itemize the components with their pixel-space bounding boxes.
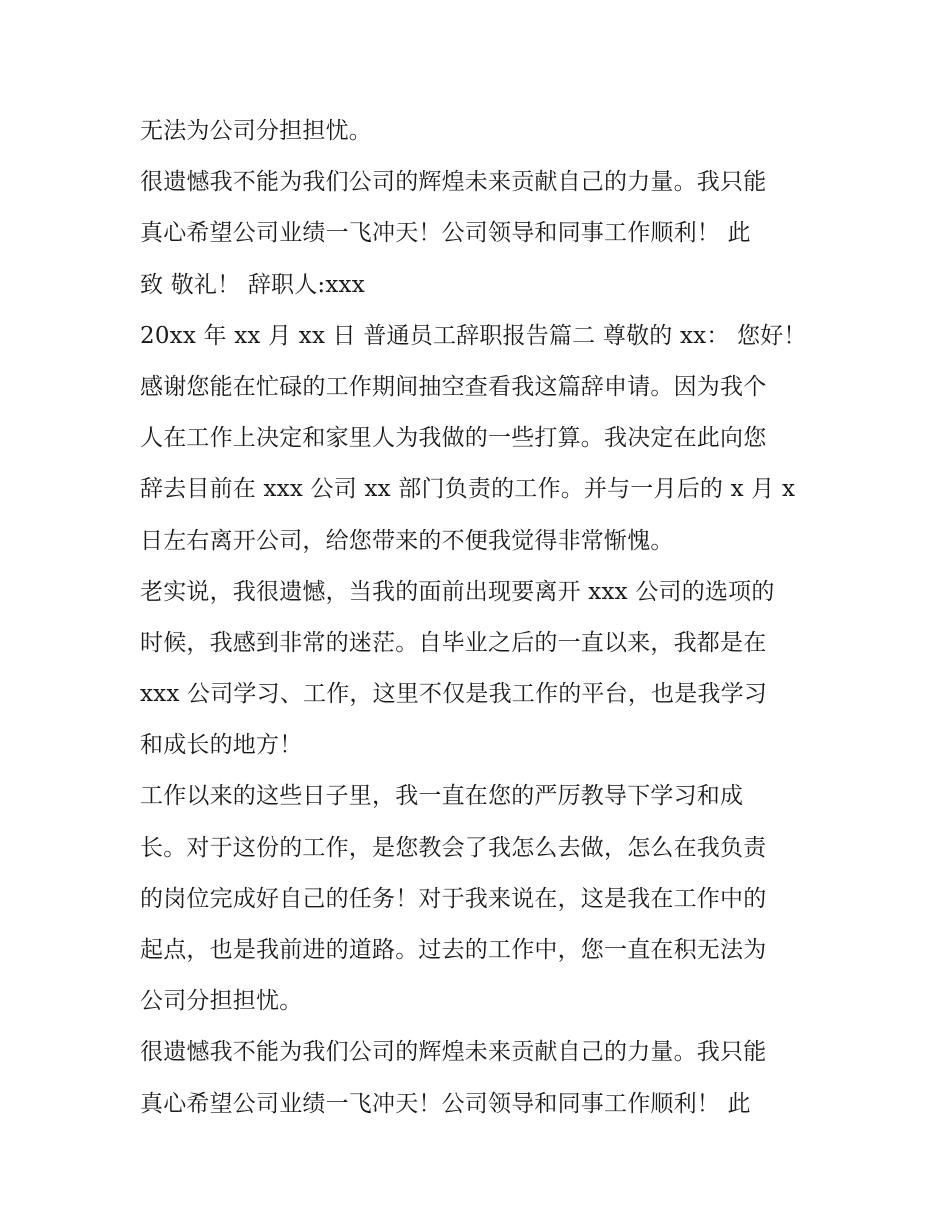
text-line: 的岗位完成好自己的任务！对于我来说在，这是我在工作中的 — [140, 885, 767, 912]
text-line: 日左右离开公司，给您带来的不便我觉得非常惭愧。 — [140, 527, 674, 554]
document-body — [140, 106, 820, 1130]
text-line: 长。对于这份的工作，是您教会了我怎么去做，怎么在我负责 — [140, 834, 767, 861]
text-line: 很遗憾我不能为我们公司的辉煌未来贡献自己的力量。我只能 — [140, 169, 767, 196]
text-line: 辞去目前在 xxx 公司 xx 部门负责的工作。并与一月后的 x 月 x — [140, 476, 796, 503]
text-line: 感谢您能在忙碌的工作期间抽空查看我这篇辞申请。因为我个 — [140, 373, 767, 400]
text-line: 和成长的地方！ — [140, 732, 303, 759]
text-line: 很遗憾我不能为我们公司的辉煌未来贡献自己的力量。我只能 — [140, 1039, 767, 1066]
text-line: 人在工作上决定和家里人为我做的一些打算。我决定在此向您 — [140, 425, 767, 452]
text-line: 无法为公司分担担忧。 — [140, 118, 372, 144]
text-line: 时候，我感到非常的迷茫。自毕业之后的一直以来，我都是在 — [140, 629, 767, 656]
text-line: 起点，也是我前进的道路。过去的工作中，您一直在积无法为 — [140, 937, 767, 963]
text-line: 公司分担担忧。 — [140, 988, 303, 1015]
text-line: 工作以来的这些日子里，我一直在您的严厉教导下学习和成 — [140, 783, 744, 810]
text-line: 老实说，我很遗憾，当我的面前出现要离开 xxx 公司的选项的 — [140, 578, 775, 605]
text-line: 真心希望公司业绩一飞冲天！公司领导和同事工作顺利！ 此 — [140, 220, 751, 247]
text-line: 真心希望公司业绩一飞冲天！公司领导和同事工作顺利！ 此 — [140, 1090, 751, 1117]
text-line: 致 敬礼！ 辞职人:xxx — [140, 271, 365, 298]
text-line: 20xx 年 xx 月 xx 日 普通员工辞职报告篇二 尊敬的 xx： 您好！ — [140, 322, 807, 349]
text-line: xxx 公司学习、工作，这里不仅是我工作的平台，也是我学习 — [140, 681, 768, 708]
